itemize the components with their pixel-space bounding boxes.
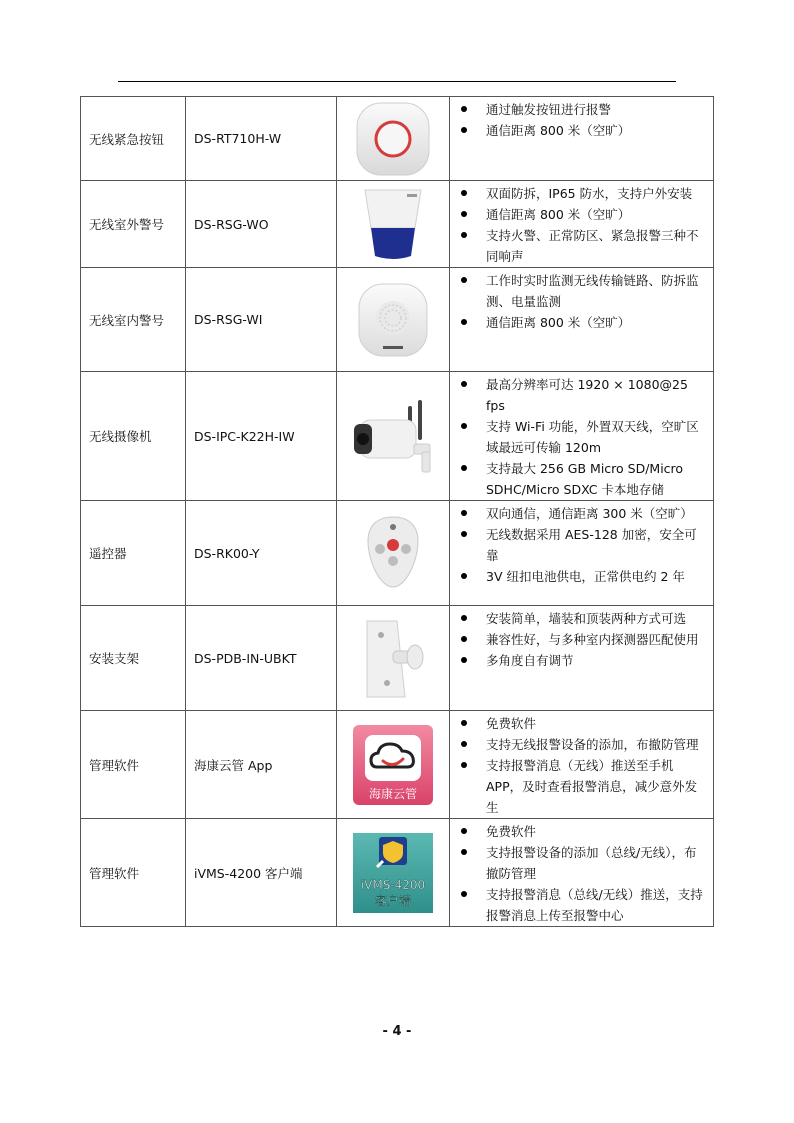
product-features [450,97,714,181]
feature-item: 无线数据采用 AES-128 加密，安全可靠 [458,524,707,566]
feature-item: 3V 纽扣电池供电，正常供电约 2 年 [458,566,707,587]
feature-item: 安装简单，墙装和顶装两种方式可选 [458,608,707,629]
table-row [81,181,714,268]
product-type: 无线室内警号 [81,268,186,372]
product-model: DS-PDB-IN-UBKT [186,606,337,711]
app-label-line2: 客户端 [374,893,412,908]
outdoor-siren-icon [351,184,435,264]
feature-item: 支持最大 256 GB Micro SD/Micro SDHC/Micro SDXC 卡本地存储 [458,458,707,500]
feature-item: 多角度自有调节 [458,650,707,671]
product-image-cell [337,819,450,927]
table-row [81,606,714,711]
feature-item: 兼容性好，与多种室内探测器匹配使用 [458,629,707,650]
header-rule [118,81,676,82]
product-type: 无线摄像机 [81,372,186,501]
product-model: DS-IPC-K22H-IW [186,372,337,501]
feature-item: 支持报警设备的添加（总线/无线），布撤防管理 [458,842,707,884]
table-row [81,501,714,606]
product-features [450,181,714,268]
feature-item: 最高分辨率可达 1920 × 1080@25 fps [458,374,707,416]
product-image-cell [337,711,450,819]
product-image-cell [337,181,450,268]
feature-item: 免费软件 [458,713,707,734]
product-type: 安装支架 [81,606,186,711]
product-type: 无线紧急按钮 [81,97,186,181]
product-image-cell [337,97,450,181]
feature-item: 工作时实时监测无线传输链路、防拆监测、电量监测 [458,270,707,312]
product-image-cell [337,268,450,372]
table-row [81,372,714,501]
feature-item: 通信距离 800 米（空旷） [458,204,707,225]
app-label: 海康云管 [368,786,418,801]
product-image-cell [337,606,450,711]
table-row [81,268,714,372]
page-number: - 4 - [382,1024,412,1039]
product-image-cell [337,501,450,606]
product-type: 遥控器 [81,501,186,606]
product-model: DS-RSG-WO [186,181,337,268]
product-type: 管理软件 [81,711,186,819]
product-spec-table [80,96,714,927]
feature-item: 支持报警消息（无线）推送至手机 APP，及时查看报警消息，减少意外发生 [458,755,707,818]
panic-button-icon [351,99,435,179]
mount-bracket-icon [353,613,433,703]
app-label-line1: iVMS-4200 [360,877,426,892]
cloud-app-icon [353,725,433,805]
product-model: DS-RSG-WI [186,268,337,372]
table-row [81,711,714,819]
product-features [450,606,714,711]
feature-item: 通信距离 800 米（空旷） [458,120,707,141]
feature-item: 免费软件 [458,821,707,842]
product-type: 无线室外警号 [81,181,186,268]
product-model: DS-RK00-Y [186,501,337,606]
product-model: DS-RT710H-W [186,97,337,181]
feature-item: 双向通信，通信距离 300 米（空旷） [458,503,707,524]
feature-item: 支持报警消息（总线/无线）推送，支持报警消息上传至报警中心 [458,884,707,926]
product-features [450,268,714,372]
ivms-client-icon [353,833,433,913]
product-image-cell [337,372,450,501]
table-row [81,819,714,927]
product-features [450,501,714,606]
table-row [81,97,714,181]
product-model: 海康云管 App [186,711,337,819]
feature-item: 支持火警、正常防区、紧急报警三种不同响声 [458,225,707,267]
product-features [450,819,714,927]
feature-item: 支持无线报警设备的添加，布撤防管理 [458,734,707,755]
bullet-camera-icon [348,396,438,476]
indoor-siren-icon [351,278,435,362]
product-type: 管理软件 [81,819,186,927]
feature-item: 支持 Wi-Fi 功能，外置双天线，空旷区域最远可传输 120m [458,416,707,458]
product-model: iVMS-4200 客户端 [186,819,337,927]
feature-item: 双面防拆，IP65 防水，支持户外安装 [458,183,707,204]
remote-control-icon [358,511,428,595]
feature-item: 通过触发按钮进行报警 [458,99,707,120]
product-features [450,711,714,819]
feature-item: 通信距离 800 米（空旷） [458,312,707,333]
product-features [450,372,714,501]
